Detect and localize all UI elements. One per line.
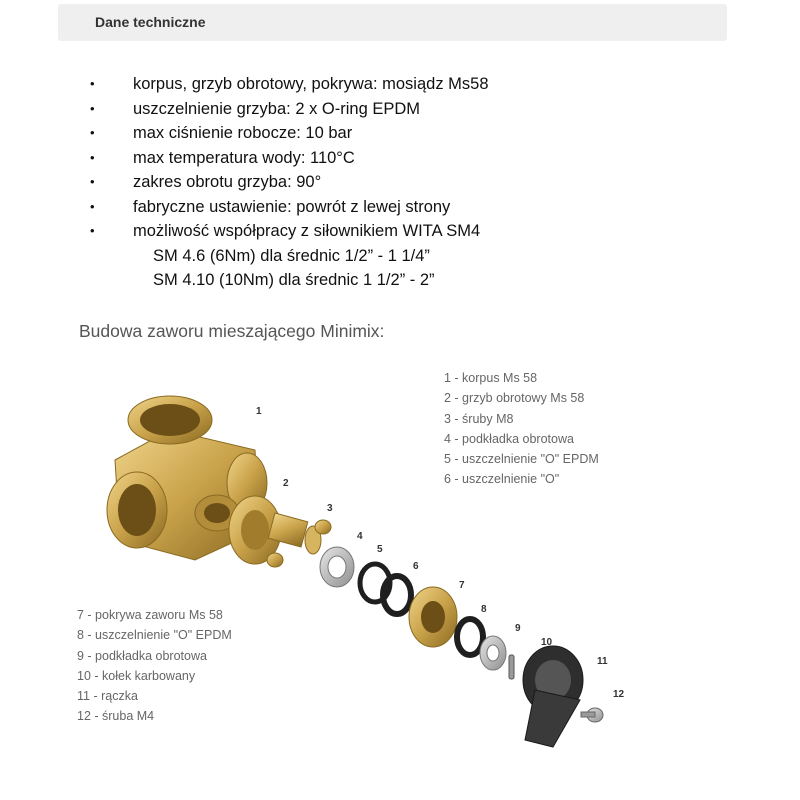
legend-item: 9 - podkładka obrotowa [77, 648, 207, 663]
spec-item [0, 97, 800, 122]
legend-item: 11 - rączka [77, 689, 138, 704]
spec-list [0, 72, 800, 293]
legend-item: 8 - uszczelnienie "O" EPDM [77, 628, 232, 643]
valve-cover [409, 587, 457, 647]
spec-text: korpus, grzyb obrotowy, pokrywa: mosiądz Ms58 [133, 75, 489, 93]
section-header-title: Dane techniczne [95, 14, 206, 30]
spec-subitem-text: SM 4.6 (6Nm) dla średnic 1/2” - 1 1/4” [153, 246, 430, 265]
callout-12: 12 [613, 689, 625, 700]
callout-4: 4 [357, 531, 363, 542]
legend-item: 1 - korpus Ms 58 [444, 371, 538, 385]
legend-item: 4 - podkładka obrotowa [444, 431, 574, 446]
grooved-pin [509, 655, 514, 679]
spec-item [0, 72, 800, 97]
callout-7: 7 [459, 580, 465, 591]
legend-item: 12 - śruba M4 [77, 709, 155, 724]
callout-10: 10 [541, 637, 553, 648]
legend-item: 10 - kołek karbowany [77, 668, 196, 683]
legend-item: 2 - grzyb obrotowy Ms 58 [444, 391, 585, 406]
spec-text: uszczelnienie grzyba: 2 x O-ring EPDM [133, 99, 421, 118]
screw-m4 [581, 708, 603, 722]
callout-5: 5 [377, 544, 383, 555]
diagram-title: Budowa zaworu mieszającego Minimix: [79, 321, 385, 341]
spec-text: zakres obrotu grzyba: 90° [133, 173, 322, 191]
bullet: • [90, 198, 95, 214]
callout-3: 3 [327, 503, 333, 514]
spec-subitem-text: SM 4.10 (10Nm) dla średnic 1 1/2” - 2” [153, 271, 435, 289]
callout-8: 8 [481, 604, 487, 615]
spec-subitem [0, 268, 800, 293]
o-ring-epdm-cover [457, 619, 483, 655]
callout-11: 11 [597, 656, 608, 667]
rotating-washer-a [320, 547, 354, 587]
callout-9: 9 [515, 623, 521, 634]
spec-item [0, 121, 800, 146]
legend-item: 7 - pokrywa zaworu Ms 58 [77, 608, 223, 622]
legend-item: 3 - śruby M8 [444, 411, 514, 426]
callout-6: 6 [413, 561, 419, 572]
section-header [58, 4, 727, 41]
parts-legend-right [444, 368, 599, 490]
spec-item [0, 146, 800, 171]
legend-item: 6 - uszczelnienie "O" [444, 472, 560, 487]
spec-text: max temperatura wody: 110°C [133, 148, 355, 167]
spec-text: fabryczne ustawienie: powrót z lewej strony [133, 197, 451, 216]
spec-item [0, 170, 800, 195]
spec-text: max ciśnienie robocze: 10 bar [133, 124, 353, 142]
bullet: • [90, 76, 95, 91]
bullet: • [90, 100, 95, 116]
bullet: • [90, 125, 95, 140]
legend-item: 5 - uszczelnienie "O" EPDM [444, 452, 599, 467]
bullet: • [90, 149, 95, 165]
spec-subitem [0, 244, 800, 269]
bullet: • [90, 223, 95, 238]
spec-item [0, 195, 800, 220]
parts-legend-left [77, 605, 232, 727]
spec-text: możliwość współpracy z siłownikiem WITA SM4 [133, 222, 481, 240]
rotating-washer-b [480, 636, 506, 670]
callout-1: 1 [256, 406, 262, 417]
callout-2: 2 [283, 478, 289, 489]
spec-item [0, 219, 800, 244]
handle [523, 646, 583, 747]
bullet: • [90, 174, 95, 189]
